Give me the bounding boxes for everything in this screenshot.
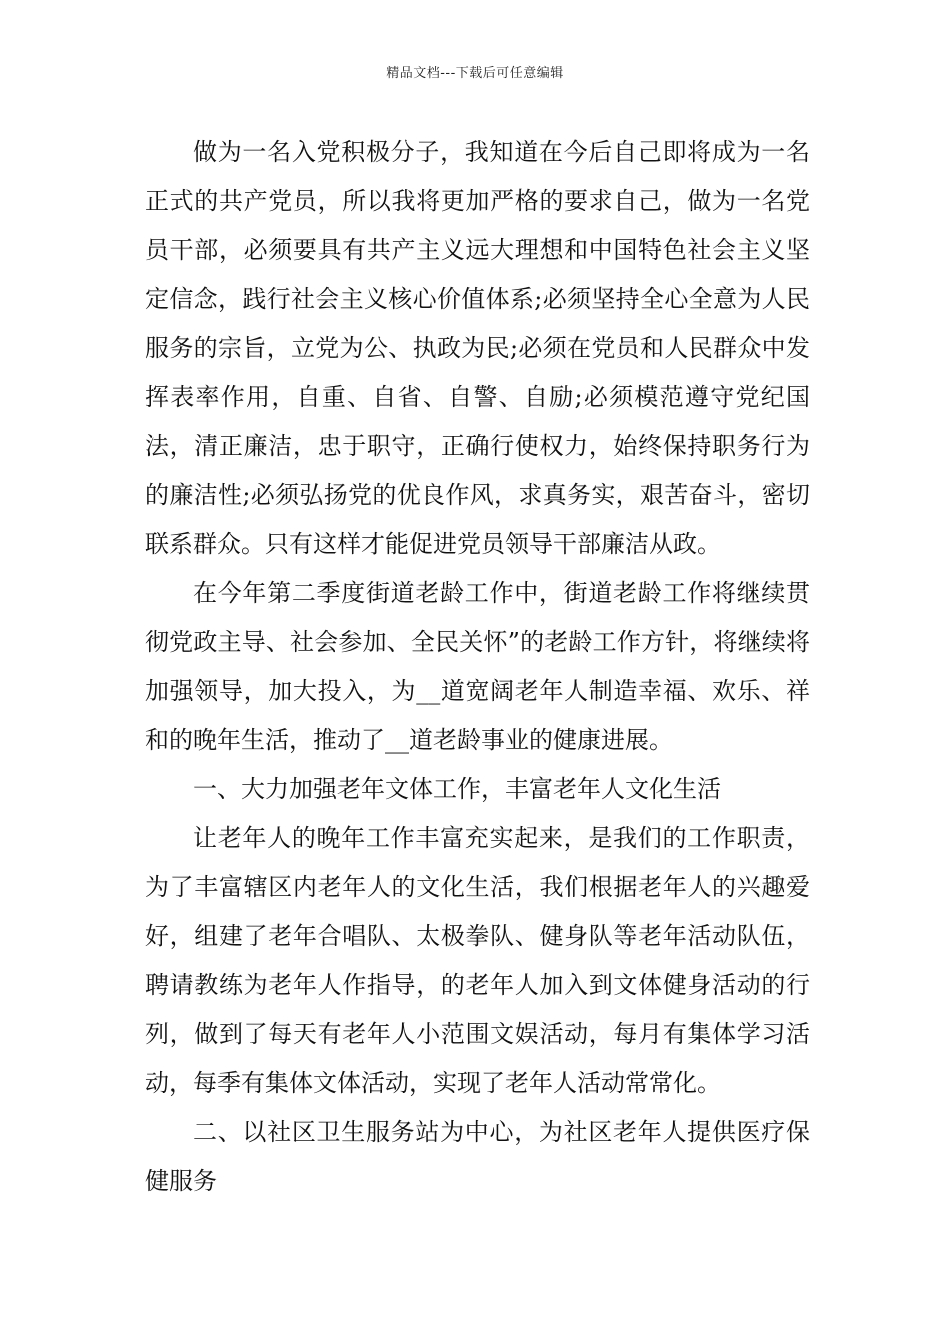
document-body bbox=[145, 128, 810, 1206]
paragraph-elderly-work-overview: 在今年第二季度街道老龄工作中，街道老龄工作将继续贯彻党政主导、社会参加、全民关怀”的老龄工作方针，将继续将加强领导，加大投入，为__道宽阔老年人制造幸福、欢乐、祥和的晚年生活，推动了__道老龄事业的健康进展。 bbox=[145, 579, 810, 754]
paragraph-culture-sports-activities: 让老年人的晚年工作丰富充实起来，是我们的工作职责，为了丰富辖区内老年人的文化生活，我们根据老年人的兴趣爱好，组建了老年合唱队、太极拳队、健身队等老年活动队伍，聘请教练为老年人作指导，的老年人加入到文体健身活动的行列，做到了每天有老年人小范围文娱活动，每月有集体学习活动，每季有集体文体活动，实现了老年人活动常常化。 bbox=[145, 824, 810, 1097]
section-heading-health-services: 二、以社区卫生服务站为中心，为社区老年人提供医疗保健服务 bbox=[145, 1118, 810, 1195]
section-heading-culture-sports: 一、大力加强老年文体工作，丰富老年人文化生活 bbox=[193, 775, 721, 803]
paragraph-party-member-pledge: 做为一名入党积极分子，我知道在今后自己即将成为一名正式的共产党员，所以我将更加严格的要求自己，做为一名党员干部，必须要具有共产主义远大理想和中国特色社会主义坚定信念，践行社会主义核心价值体系;必须坚持全心全意为人民服务的宗旨，立党为公、执政为民;必须在党员和人民群众中发挥表率作用，自重、自省、自警、自励;必须模范遵守党纪国法，清正廉洁，忠于职守，正确行使权力，始终保持职务行为的廉洁性;必须弘扬党的优良作风，求真务实，艰苦奋斗，密切联系群众。只有这样才能促进党员领导干部廉洁从政。 bbox=[145, 138, 810, 558]
page-header: 精品文档---下载后可任意编辑 bbox=[386, 66, 564, 81]
